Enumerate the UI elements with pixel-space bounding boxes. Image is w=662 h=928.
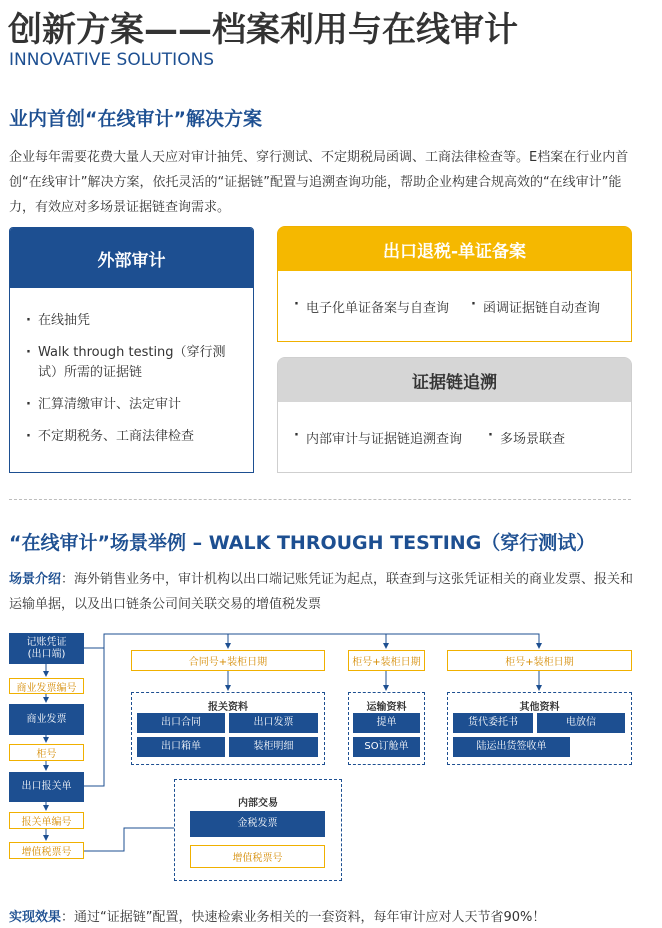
doc-box: 出口合同 — [137, 713, 225, 733]
tax-invoice-box: 金税发票 — [190, 811, 325, 837]
vat-no-box: 增值税票号 — [9, 842, 84, 859]
invoice-box: 商业发票 — [9, 704, 84, 735]
contract-key-box: 合同号+装柜日期 — [131, 650, 325, 671]
list-item: · 电子化单证备案与自查询 — [292, 297, 449, 316]
doc-box: 陆运出货签收单 — [453, 737, 570, 757]
page-title: 创新方案——档案利用与在线审计 — [8, 10, 518, 50]
customs-no-box: 报关单编号 — [9, 812, 84, 829]
transport-docs-title: 运输资料 — [366, 702, 407, 713]
result-body: ：通过“证据链”配置，快速检索业务相关的一套资料，每年审计应对人天节省90%！ — [61, 910, 546, 925]
ship-key-box: 柜号+装柜日期 — [348, 650, 425, 671]
doc-box: 提单 — [353, 713, 420, 733]
scenario-intro-text: ：海外销售业务中，审计机构以出口端记账凭证为起点，联查到与这张凭证相关的商业发票、报关和运输单据，以及出口链条公司间关联交易的增值税发票 — [9, 572, 634, 612]
doc-box: SO订舱单 — [353, 737, 420, 757]
doc-box: 货代委托书 — [453, 713, 533, 733]
list-item: · 在线抽凭 — [24, 311, 245, 331]
card-export-refund-title: 出口退税-单证备案 — [278, 227, 631, 271]
doc-box: 装柜明细 — [229, 737, 318, 757]
list-item: · 内部审计与证据链追溯查询 — [292, 428, 462, 447]
invoice-no-box: 商业发票编号 — [9, 678, 84, 694]
card-evidence-trace-title: 证据链追溯 — [278, 358, 631, 402]
result-text — [9, 906, 545, 925]
section2-heading: “在线审计”场景举例 – WALK THROUGH TESTING（穿行测试） — [9, 532, 596, 554]
customs-declaration-box: 出口报关单 — [9, 772, 84, 802]
doc-box: 电放信 — [537, 713, 625, 733]
scenario-intro-label: 场景介绍 — [9, 572, 62, 587]
internal-vat-no-box: 增值税票号 — [190, 845, 325, 868]
list-item: · 函调证据链自动查询 — [469, 297, 600, 316]
list-item: · 汇算清缴审计、法定审计 — [24, 395, 245, 415]
voucher-box: 记账凭证 (出口端) — [9, 633, 84, 664]
doc-box: 出口箱单 — [137, 737, 225, 757]
doc-box: 出口发票 — [229, 713, 318, 733]
section1-heading: 业内首创“在线审计”解决方案 — [9, 108, 262, 130]
list-item: · 多场景联查 — [486, 428, 565, 447]
cabinet-no-box: 柜号 — [9, 744, 84, 761]
page-subtitle: INNOVATIVE SOLUTIONS — [9, 50, 215, 70]
list-item: · Walk through testing（穿行测试）所需的证据链 — [24, 343, 245, 383]
section1-paragraph: 企业每年需要花费大量人天应对审计抽凭、穿行测试、不定期税局函调、工商法律检查等。E档案在行业内首创“在线审计”解决方案，依托灵活的“证据链”配置与追溯查询功能，帮助企业构建合规高效的“在线审计”能力，有效应对多场景证据链查询需求。 — [9, 150, 629, 215]
other-docs-title: 其他资料 — [519, 702, 560, 713]
other-key-box: 柜号+装柜日期 — [447, 650, 632, 671]
card-external-audit-title: 外部审计 — [10, 228, 253, 288]
list-item: · 不定期税务、工商法律检查 — [24, 427, 245, 447]
result-label: 实现效果 — [9, 910, 62, 925]
customs-docs-title: 报关资料 — [208, 702, 248, 713]
internal-trade-title: 内部交易 — [238, 798, 278, 809]
